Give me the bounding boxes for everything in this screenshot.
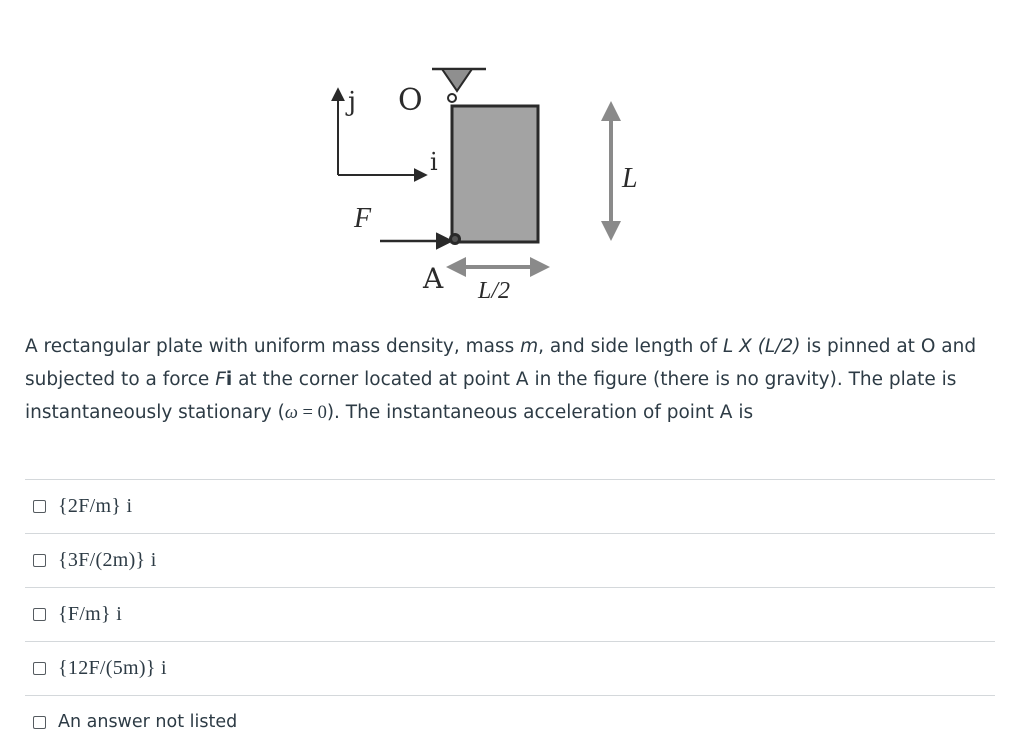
answer-label: {2F/m} i [58,495,133,517]
answer-checkbox[interactable] [33,554,46,567]
omega-expression [285,403,327,423]
f-label: F [354,203,372,234]
answer-label: {12F/(5m)} i [58,657,167,679]
answer-label: {F/m} i [58,603,123,625]
question-part-1: A rectangular plate with uniform mass density, mass [25,336,521,357]
answer-list [25,479,995,748]
force-unit-vector: i [225,369,233,390]
omega-symbol: ω [284,403,298,423]
mass-variable: m [520,336,539,357]
answer-label: {3F/(2m)} i [58,549,157,571]
o-label: O [398,83,423,118]
length-label: L [622,163,638,194]
pin-support-icon [432,69,486,102]
question-text [25,330,995,430]
answer-checkbox[interactable] [33,608,46,621]
answer-label: An answer not listed [58,712,238,732]
answer-option-3[interactable] [25,587,995,641]
answer-option-1[interactable] [25,479,995,533]
j-label: j [348,87,357,117]
a-label: A [423,262,444,295]
answer-checkbox[interactable] [33,500,46,513]
question-part-3: is pinned at O and subjected to a force [25,336,977,390]
dimensions-text: L X (L/2) [722,336,801,357]
answer-option-2[interactable] [25,533,995,587]
half-length-label: L/2 [478,278,511,304]
question-part-2: , and side length of [538,336,723,357]
problem-figure [300,55,660,315]
omega-value: = 0 [297,403,327,423]
rectangular-plate [452,106,538,242]
question-part-4: at the corner located at point A in the figure (there is no gravity). The plate is instantaneously stationary ( [25,369,957,423]
answer-checkbox[interactable] [33,716,46,729]
answer-checkbox[interactable] [33,662,46,675]
answer-option-4[interactable] [25,641,995,695]
question-part-5: ). The instantaneous acceleration of point A is [326,402,754,423]
i-label: i [430,148,438,176]
figure-svg [300,55,660,315]
force-variable: F [215,369,226,390]
answer-option-5[interactable] [25,695,995,748]
